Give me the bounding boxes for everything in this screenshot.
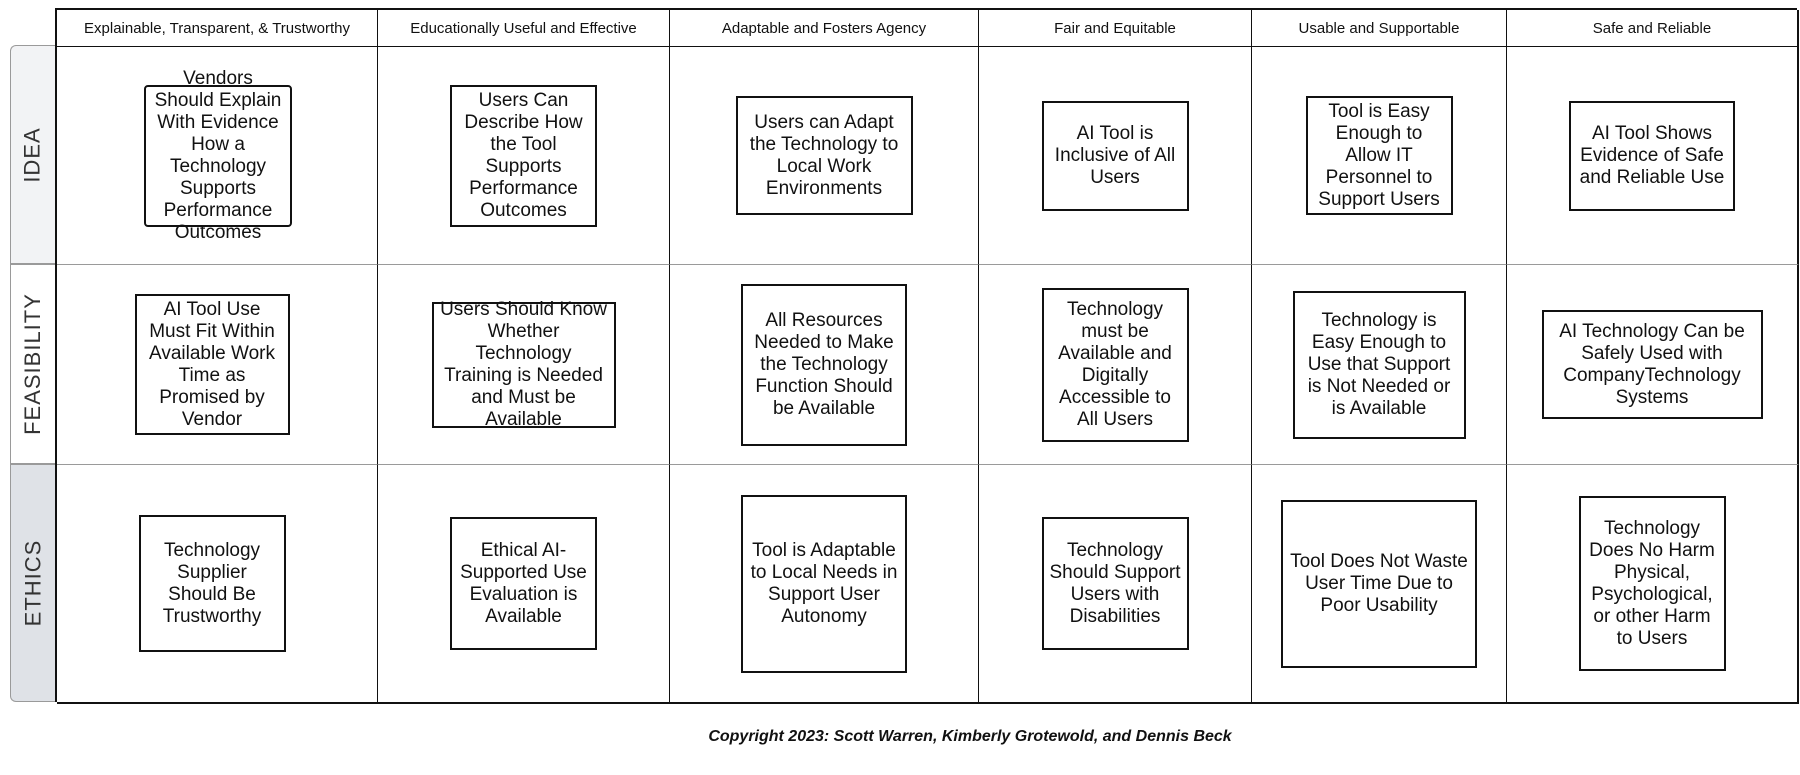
criterion-box: Ethical AI-Supported Use Evaluation is Available [450,517,597,650]
criterion-box: Technology Supplier Should Be Trustworthy [139,515,286,652]
row-label-feasibility [10,264,55,464]
matrix-cell [1507,47,1799,265]
criteria-matrix [55,8,1797,702]
criterion-box: Users Can Describe How the Tool Supports Performance Outcomes [450,85,597,227]
matrix-cell [378,265,670,465]
matrix-cell [979,465,1252,704]
matrix-cell [979,265,1252,465]
criterion-box: AI Tool Use Must Fit Within Available Work Time as Promised by Vendor [135,294,290,435]
criterion-box: AI Technology Can be Safely Used with CompanyTechnology Systems [1542,310,1763,419]
matrix-cell [1252,465,1507,704]
criterion-box: Tool Does Not Waste User Time Due to Poor Usability [1281,500,1477,668]
criterion-box: AI Tool Shows Evidence of Safe and Reliable Use [1569,101,1735,211]
matrix-cell [670,465,979,704]
matrix-cell [1252,265,1507,465]
column-header: Fair and Equitable [979,10,1252,47]
matrix-cell [57,265,378,465]
criterion-box: All Resources Needed to Make the Technology Function Should be Available [741,284,907,446]
column-header: Adaptable and Fosters Agency [670,10,979,47]
matrix-cell [1507,265,1799,465]
row-label-ethics [10,464,55,702]
row-label-ethics-text: ETHICS [20,539,45,627]
column-header: Safe and Reliable [1507,10,1799,47]
criterion-box: Technology Should Support Users with Disabilities [1042,517,1189,650]
row-label-idea-text: IDEA [20,126,46,183]
column-header: Educationally Useful and Effective [378,10,670,47]
copyright-notice: Copyright 2023: Scott Warren, Kimberly Grotewold, and Dennis Beck [708,728,1232,745]
matrix-cell [979,47,1252,265]
criterion-box: Users can Adapt the Technology to Local Work Environments [736,96,913,215]
matrix-cell [57,47,378,265]
matrix-cell [378,47,670,265]
matrix-cell [1252,47,1507,265]
criterion-box: Technology is Easy Enough to Use that Support is Not Needed or is Available [1293,291,1466,439]
criterion-box: Users Should Know Whether Technology Training is Needed and Must be Available [432,302,616,428]
criterion-box: Technology must be Available and Digitally Accessible to All Users [1042,288,1189,442]
row-label-idea [10,45,55,264]
matrix-cell [670,47,979,265]
row-label-feasibility-text: FEASIBILITY [20,293,46,435]
criterion-box: Vendors Should Explain With Evidence How a Technology Supports Performance Outcomes [144,85,292,227]
column-header: Explainable, Transparent, & Trustworthy [57,10,378,47]
row-labels [10,45,55,702]
criterion-box: AI Tool is Inclusive of All Users [1042,101,1189,211]
criterion-box: Tool is Adaptable to Local Needs in Support User Autonomy [741,495,907,673]
matrix-cell [670,265,979,465]
matrix-cell [57,465,378,704]
criterion-box: Technology Does No Harm Physical, Psychological, or other Harm to Users [1579,496,1726,671]
column-header: Usable and Supportable [1252,10,1507,47]
matrix-cell [1507,465,1799,704]
criterion-box: Tool is Easy Enough to Allow IT Personnel to Support Users [1306,96,1453,215]
matrix-cell [378,465,670,704]
